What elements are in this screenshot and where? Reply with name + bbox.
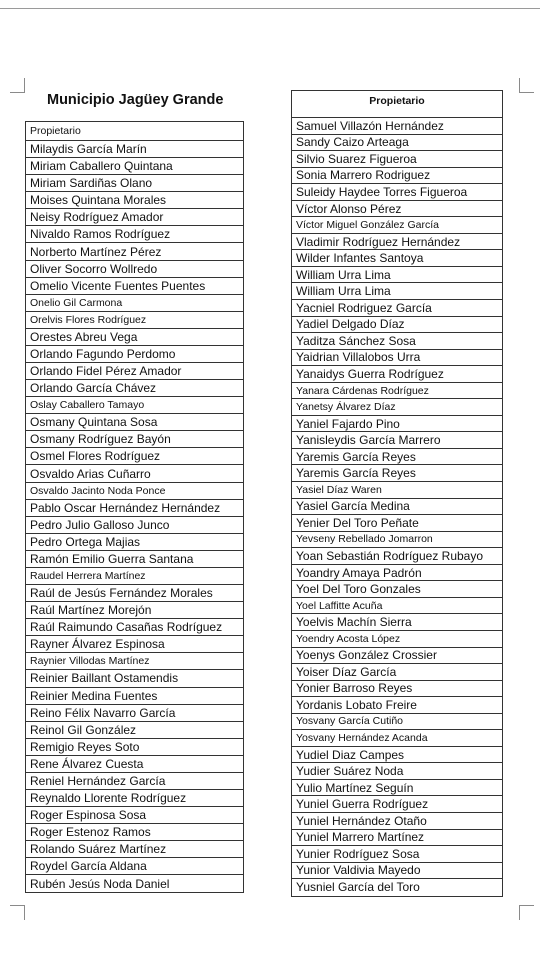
table-row: Orelvis Flores Rodríguez: [26, 312, 243, 329]
table-row: Osmany Quintana Sosa: [26, 414, 243, 431]
table-row: Orlando Fagundo Perdomo: [26, 346, 243, 363]
table-row: Osvaldo Arias Cuñarro: [26, 465, 243, 482]
table-row: Yunior Valdivia Mayedo: [292, 863, 502, 880]
table-row: Sandy Caizo Arteaga: [292, 135, 502, 152]
table-row: Omelio Vicente Fuentes Puentes: [26, 278, 243, 295]
table-row: Yusniel García del Toro: [296, 880, 420, 895]
table-row: Osvaldo Jacinto Noda Ponce: [26, 483, 243, 500]
table-row: Yoel Laffitte Acuña: [292, 598, 502, 615]
table-row: Reino Félix Navarro García: [26, 705, 243, 722]
table-row: Pedro Ortega Majias: [26, 534, 243, 551]
table-row: Orestes Abreu Vega: [26, 329, 243, 346]
table-row: Yordanis Lobato Freire: [292, 697, 502, 714]
table-row: Yaidrian Villalobos Urra: [292, 350, 502, 367]
document-title: Municipio Jagüey Grande: [47, 92, 224, 108]
crop-mark-top-right: [519, 78, 534, 93]
top-divider-line: [0, 8, 540, 9]
table-row: Yanaidys Guerra Rodríguez: [292, 366, 502, 383]
table-row: Víctor Miguel González García: [292, 217, 502, 234]
table-row: Yasiel Díaz Waren: [292, 482, 502, 499]
crop-mark-bottom-right: [519, 905, 534, 920]
table-row: Yosvany Hernández Acanda: [292, 730, 502, 747]
table-row: Yoiser Díaz García: [292, 664, 502, 681]
left-owner-table: [25, 121, 244, 893]
table-row: Orlando García Chávez: [26, 380, 243, 397]
table-row: Reinier Baillant Ostamendis: [26, 670, 243, 687]
table-row: Reniel Hernández García: [26, 773, 243, 790]
table-row: Yaremis García Reyes: [292, 449, 502, 466]
table-row: Rubén Jesús Noda Daniel: [30, 876, 170, 891]
table-row: Roydel García Aldana: [26, 858, 243, 875]
table-row: Milaydis García Marín: [26, 141, 243, 158]
right-owner-table: [291, 90, 503, 897]
table-row: Yasiel García Medina: [292, 499, 502, 516]
table-row: Yoendry Acosta López: [292, 631, 502, 648]
table-row: Raudel Herrera Martínez: [26, 568, 243, 585]
table-row: Ramón Emilio Guerra Santana: [26, 551, 243, 568]
table-row: Yuniel Hernández Otaño: [292, 813, 502, 830]
table-row: Raúl Raimundo Casañas Rodríguez: [26, 619, 243, 636]
table-row: Yaniel Fajardo Pino: [292, 416, 502, 433]
table-row: Reinol Gil González: [26, 722, 243, 739]
table-row: Pedro Julio Galloso Junco: [26, 517, 243, 534]
table-row: Yadiel Delgado Díaz: [292, 317, 502, 334]
table-row: Nivaldo Ramos Rodríguez: [26, 226, 243, 243]
table-row: Pablo Oscar Hernández Hernández: [26, 500, 243, 517]
table-row: Wilder Infantes Santoya: [292, 250, 502, 267]
table-row: Yacniel Rodriguez García: [292, 300, 502, 317]
table-row: Silvio Suarez Figueroa: [292, 151, 502, 168]
right-table-body: [292, 118, 502, 896]
table-row: Yonier Barroso Reyes: [292, 681, 502, 698]
left-table-header: Propietario: [26, 122, 243, 141]
table-row: Oslay Caballero Tamayo: [26, 397, 243, 414]
table-row: Yunier Rodríguez Sosa: [292, 846, 502, 863]
crop-mark-bottom-left: [10, 905, 25, 920]
table-row: Yanara Cárdenas Rodríguez: [292, 383, 502, 400]
left-table-body: [26, 141, 243, 892]
table-row: Suleidy Haydee Torres Figueroa: [292, 184, 502, 201]
table-row: Reinier Medina Fuentes: [26, 688, 243, 705]
table-row: Yoelvis Machín Sierra: [292, 614, 502, 631]
table-row: Yosvany García Cutiño: [292, 714, 502, 731]
table-row: Yulio Martínez Seguín: [292, 780, 502, 797]
table-row: Yoandry Amaya Padrón: [292, 565, 502, 582]
table-row: Yevseny Rebellado Jomarron: [292, 532, 502, 549]
table-row: Miriam Caballero Quintana: [26, 158, 243, 175]
table-row: Víctor Alonso Pérez: [292, 201, 502, 218]
table-row: Yaremis García Reyes: [292, 465, 502, 482]
table-row: Yuniel Marrero Martínez: [292, 830, 502, 847]
table-row: Rolando Suárez Martínez: [26, 841, 243, 858]
table-row: Yudier Suárez Noda: [292, 763, 502, 780]
table-row: Osmany Rodríguez Bayón: [26, 431, 243, 448]
table-row: Roger Estenoz Ramos: [26, 824, 243, 841]
table-row: Reynaldo Llorente Rodríguez: [26, 790, 243, 807]
table-row: William Urra Lima: [292, 267, 502, 284]
table-row: Samuel Villazón Hernández: [292, 118, 502, 135]
table-row: Vladimir Rodríguez Hernández: [292, 234, 502, 251]
table-row: Yanisleydis García Marrero: [292, 432, 502, 449]
table-row: Sonia Marrero Rodriguez: [292, 168, 502, 185]
table-row: Yudiel Diaz Campes: [292, 747, 502, 764]
table-row: Raynier Villodas Martínez: [26, 653, 243, 670]
table-row: Osmel Flores Rodríguez: [26, 448, 243, 465]
table-row: Yoan Sebastián Rodríguez Rubayo: [292, 548, 502, 565]
right-table-header: Propietario: [292, 91, 502, 118]
table-row: Miriam Sardiñas Olano: [26, 175, 243, 192]
table-row: Moises Quintana Morales: [26, 192, 243, 209]
table-row: Raúl de Jesús Fernández Morales: [26, 585, 243, 602]
table-row: Oliver Socorro Wollredo: [26, 261, 243, 278]
table-row: Onelio Gil Carmona: [26, 295, 243, 312]
table-row: Roger Espinosa Sosa: [26, 807, 243, 824]
table-row: William Urra Lima: [292, 283, 502, 300]
crop-mark-top-left: [10, 78, 25, 93]
table-row: Yoenys González Crossier: [292, 648, 502, 665]
table-row: Norberto Martínez Pérez: [26, 243, 243, 260]
table-row: Neisy Rodríguez Amador: [26, 209, 243, 226]
table-row: Yoel Del Toro Gonzales: [292, 581, 502, 598]
table-row: Yanetsy Álvarez Díaz: [292, 399, 502, 416]
table-row: Yaditza Sánchez Sosa: [292, 333, 502, 350]
table-row: Rene Álvarez Cuesta: [26, 756, 243, 773]
table-row: Raúl Martínez Morejón: [26, 602, 243, 619]
table-row: Orlando Fidel Pérez Amador: [26, 363, 243, 380]
table-row: Yenier Del Toro Peñate: [292, 515, 502, 532]
table-row: Remigio Reyes Soto: [26, 739, 243, 756]
table-row: Rayner Álvarez Espinosa: [26, 636, 243, 653]
table-row: Yuniel Guerra Rodríguez: [292, 796, 502, 813]
